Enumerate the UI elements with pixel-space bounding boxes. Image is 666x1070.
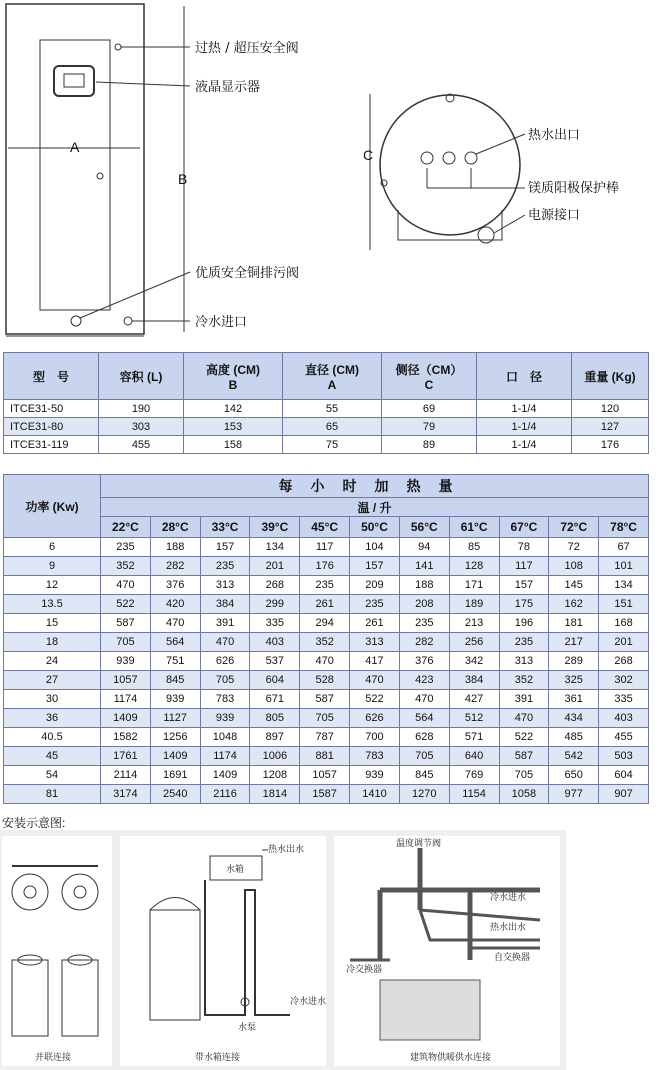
- heat-value-cell: 1256: [150, 728, 200, 747]
- label-cold-in2: 冷水进水: [490, 893, 527, 903]
- heat-value-cell: 171: [449, 576, 499, 595]
- heat-value-cell: 72: [549, 538, 599, 557]
- heat-value-cell: 313: [350, 633, 400, 652]
- heat-value-cell: 168: [599, 614, 649, 633]
- heat-value-cell: 282: [399, 633, 449, 652]
- power-cell: 81: [4, 785, 101, 804]
- heat-value-cell: 209: [350, 576, 400, 595]
- power-cell: 54: [4, 766, 101, 785]
- heat-value-cell: 845: [150, 671, 200, 690]
- label-pump: 水泵: [238, 1023, 257, 1033]
- heat-value-cell: 977: [549, 785, 599, 804]
- table-row: [4, 576, 649, 595]
- heat-value-cell: 1057: [300, 766, 350, 785]
- label-power: 电源接口: [528, 208, 581, 223]
- heating-title: 每小时加热量: [101, 475, 649, 498]
- heat-value-cell: 564: [399, 709, 449, 728]
- spec-header-row: [4, 353, 649, 400]
- heat-value-cell: 261: [300, 595, 350, 614]
- power-cell: 18: [4, 633, 101, 652]
- label-cold-in: 冷水进水: [290, 997, 327, 1007]
- table-row: [4, 538, 649, 557]
- label-hx-right: 自交换器: [494, 953, 531, 963]
- heat-value-cell: 235: [300, 576, 350, 595]
- label-drain-valve: 优质安全铜排污阀: [195, 266, 300, 281]
- unit-header: 温 / 升: [101, 498, 649, 517]
- heat-value-cell: 1006: [250, 747, 300, 766]
- power-cell: 12: [4, 576, 101, 595]
- table-row: [4, 785, 649, 804]
- heat-value-cell: 805: [250, 709, 300, 728]
- heat-value-cell: 117: [300, 538, 350, 557]
- heat-value-cell: 470: [200, 633, 250, 652]
- heat-value-cell: 537: [250, 652, 300, 671]
- heat-value-cell: 117: [499, 557, 549, 576]
- heat-value-cell: 261: [350, 614, 400, 633]
- heater-diagram: [0, 0, 666, 350]
- heat-value-cell: 420: [150, 595, 200, 614]
- heat-value-cell: 512: [449, 709, 499, 728]
- heat-value-cell: 628: [399, 728, 449, 747]
- install-diagrams: [0, 830, 566, 1070]
- label-hx-left: 冷交换器: [346, 965, 383, 975]
- temp-header: 39°C: [250, 517, 300, 538]
- heat-value-cell: 1048: [200, 728, 250, 747]
- heat-value-cell: 522: [350, 690, 400, 709]
- table-row: [4, 614, 649, 633]
- heat-value-cell: 587: [499, 747, 549, 766]
- label-temp-valve: 温度调节阀: [396, 839, 442, 849]
- label-tank: 水箱: [226, 865, 245, 875]
- heat-value-cell: 78: [499, 538, 549, 557]
- lcd-display: [54, 66, 94, 96]
- heat-value-cell: 640: [449, 747, 499, 766]
- heat-value-cell: 361: [549, 690, 599, 709]
- install-panel: [0, 830, 566, 1070]
- heat-value-cell: 1409: [150, 747, 200, 766]
- heat-value-cell: 881: [300, 747, 350, 766]
- heat-value-cell: 1208: [250, 766, 300, 785]
- heat-value-cell: 201: [250, 557, 300, 576]
- label-anode: 镁质阳极保护棒: [528, 181, 620, 196]
- heat-value-cell: 939: [350, 766, 400, 785]
- heat-value-cell: 2540: [150, 785, 200, 804]
- heat-value-cell: 604: [599, 766, 649, 785]
- heat-value-cell: 282: [150, 557, 200, 576]
- heat-value-cell: 604: [250, 671, 300, 690]
- heat-value-cell: 134: [599, 576, 649, 595]
- heat-value-cell: 188: [150, 538, 200, 557]
- dim-c-label: C: [363, 147, 374, 163]
- heat-value-cell: 335: [250, 614, 300, 633]
- heat-value-cell: 1409: [101, 709, 151, 728]
- heat-value-cell: 587: [101, 614, 151, 633]
- heater-body: [6, 4, 144, 334]
- heat-value-cell: 939: [200, 709, 250, 728]
- heat-value-cell: 417: [350, 652, 400, 671]
- temp-header: 72°C: [549, 517, 599, 538]
- table-row: [4, 671, 649, 690]
- heat-value-cell: 189: [449, 595, 499, 614]
- power-cell: 30: [4, 690, 101, 709]
- heat-value-cell: 289: [549, 652, 599, 671]
- heat-value-cell: 897: [250, 728, 300, 747]
- heat-value-cell: 455: [599, 728, 649, 747]
- heat-value-cell: 376: [150, 576, 200, 595]
- heat-value-cell: 751: [150, 652, 200, 671]
- heat-value-cell: 268: [250, 576, 300, 595]
- table-row: [4, 709, 649, 728]
- table-row: [4, 557, 649, 576]
- heat-value-cell: 201: [599, 633, 649, 652]
- power-port-icon: [478, 227, 494, 243]
- heat-value-cell: 3174: [101, 785, 151, 804]
- heat-value-cell: 783: [200, 690, 250, 709]
- heat-value-cell: 907: [599, 785, 649, 804]
- table-row: [4, 690, 649, 709]
- table-row: ITCE31-119 455 158 75 89 1-1/4 176: [4, 436, 649, 454]
- caption-building: 建筑物供暖供水连接: [410, 1053, 492, 1063]
- heat-value-cell: 1691: [150, 766, 200, 785]
- heat-value-cell: 503: [599, 747, 649, 766]
- heat-value-cell: 542: [549, 747, 599, 766]
- label-lcd: 液晶显示器: [195, 80, 261, 95]
- heat-value-cell: 571: [449, 728, 499, 747]
- heat-value-cell: 1127: [150, 709, 200, 728]
- heat-value-cell: 1410: [350, 785, 400, 804]
- heat-value-cell: 391: [200, 614, 250, 633]
- heat-value-cell: 302: [599, 671, 649, 690]
- heat-value-cell: 134: [250, 538, 300, 557]
- temperature-header-row: [4, 517, 649, 538]
- heat-value-cell: 157: [200, 538, 250, 557]
- heat-value-cell: 671: [250, 690, 300, 709]
- temp-header: 45°C: [300, 517, 350, 538]
- heat-value-cell: 208: [399, 595, 449, 614]
- table-row: [4, 747, 649, 766]
- temp-header: 67°C: [499, 517, 549, 538]
- heat-value-cell: 522: [499, 728, 549, 747]
- heat-value-cell: 145: [549, 576, 599, 595]
- temp-header: 28°C: [150, 517, 200, 538]
- heat-value-cell: 67: [599, 538, 649, 557]
- heat-value-cell: 313: [499, 652, 549, 671]
- spec-header: 容积 (L): [99, 353, 184, 400]
- heat-value-cell: 235: [399, 614, 449, 633]
- spec-header: 型 号: [4, 353, 99, 400]
- heat-value-cell: 1057: [101, 671, 151, 690]
- label-hot-outlet: 热水出口: [528, 128, 581, 143]
- spec-table: [3, 352, 649, 454]
- heat-value-cell: 181: [549, 614, 599, 633]
- heat-value-cell: 787: [300, 728, 350, 747]
- spec-header: 口 径: [477, 353, 572, 400]
- heat-value-cell: 845: [399, 766, 449, 785]
- spec-header: 侧径（CM） C: [382, 353, 477, 400]
- heat-value-cell: 1174: [200, 747, 250, 766]
- heat-value-cell: 1761: [101, 747, 151, 766]
- heat-value-cell: 2114: [101, 766, 151, 785]
- table-row: [4, 595, 649, 614]
- power-cell: 15: [4, 614, 101, 633]
- heat-value-cell: 196: [499, 614, 549, 633]
- heat-value-cell: 313: [200, 576, 250, 595]
- heat-value-cell: 294: [300, 614, 350, 633]
- heat-value-cell: 626: [200, 652, 250, 671]
- table-row: ITCE31-50 190 142 55 69 1-1/4 120: [4, 400, 649, 418]
- install-title: 安装示意图:: [2, 816, 66, 830]
- heat-value-cell: 522: [101, 595, 151, 614]
- heat-value-cell: 325: [549, 671, 599, 690]
- heat-value-cell: 470: [350, 671, 400, 690]
- heat-value-cell: 1587: [300, 785, 350, 804]
- heat-value-cell: 705: [300, 709, 350, 728]
- label-relief-valve: 过热 / 超压安全阀: [195, 41, 299, 56]
- heat-value-cell: 587: [300, 690, 350, 709]
- heat-value-cell: 403: [250, 633, 300, 652]
- heat-value-cell: 1582: [101, 728, 151, 747]
- heat-value-cell: 470: [101, 576, 151, 595]
- heat-value-cell: 151: [599, 595, 649, 614]
- heat-value-cell: 376: [399, 652, 449, 671]
- caption-tank: 带水箱连接: [195, 1053, 241, 1063]
- table-row: ITCE31-80 303 153 65 79 1-1/4 127: [4, 418, 649, 436]
- heat-value-cell: 1058: [499, 785, 549, 804]
- heat-value-cell: 705: [200, 671, 250, 690]
- heating-table: [3, 474, 649, 804]
- heat-value-cell: 268: [599, 652, 649, 671]
- heat-value-cell: 213: [449, 614, 499, 633]
- heat-value-cell: 352: [300, 633, 350, 652]
- heat-value-cell: 352: [499, 671, 549, 690]
- heat-value-cell: 94: [399, 538, 449, 557]
- power-cell: 6: [4, 538, 101, 557]
- heat-value-cell: 217: [549, 633, 599, 652]
- heat-value-cell: 108: [549, 557, 599, 576]
- temp-header: 78°C: [599, 517, 649, 538]
- label-hot-out-top: 热水出水: [268, 845, 305, 855]
- label-cold-inlet: 冷水进口: [195, 315, 248, 330]
- power-cell: 9: [4, 557, 101, 576]
- heat-value-cell: 939: [101, 652, 151, 671]
- power-cell: 13.5: [4, 595, 101, 614]
- heat-value-cell: 403: [599, 709, 649, 728]
- heat-value-cell: 1270: [399, 785, 449, 804]
- heat-value-cell: 299: [250, 595, 300, 614]
- heat-value-cell: 470: [300, 652, 350, 671]
- heat-value-cell: 256: [449, 633, 499, 652]
- heat-value-cell: 783: [350, 747, 400, 766]
- heat-value-cell: 176: [300, 557, 350, 576]
- table-row: [4, 652, 649, 671]
- table-row: [4, 728, 649, 747]
- heat-value-cell: 470: [399, 690, 449, 709]
- heat-value-cell: 104: [350, 538, 400, 557]
- spec-header: 重量 (Kg): [572, 353, 649, 400]
- heat-value-cell: 128: [449, 557, 499, 576]
- heat-value-cell: 235: [499, 633, 549, 652]
- heat-value-cell: 1174: [101, 690, 151, 709]
- heat-value-cell: 1814: [250, 785, 300, 804]
- temp-header: 56°C: [399, 517, 449, 538]
- heat-value-cell: 423: [399, 671, 449, 690]
- heat-value-cell: 157: [350, 557, 400, 576]
- table-row: [4, 633, 649, 652]
- heat-value-cell: 391: [499, 690, 549, 709]
- heat-value-cell: 235: [200, 557, 250, 576]
- heat-value-cell: 769: [449, 766, 499, 785]
- heat-value-cell: 705: [499, 766, 549, 785]
- heat-value-cell: 564: [150, 633, 200, 652]
- temp-header: 22°C: [101, 517, 151, 538]
- power-cell: 40.5: [4, 728, 101, 747]
- heat-value-cell: 705: [101, 633, 151, 652]
- dim-a-label: A: [70, 139, 80, 155]
- spec-header: 高度 (CM) B: [184, 353, 283, 400]
- heat-value-cell: 470: [499, 709, 549, 728]
- power-cell: 36: [4, 709, 101, 728]
- heat-value-cell: 175: [499, 595, 549, 614]
- top-view-circle: [380, 95, 520, 235]
- caption-parallel: 并联连接: [35, 1053, 72, 1063]
- heat-value-cell: 939: [150, 690, 200, 709]
- heat-value-cell: 700: [350, 728, 400, 747]
- heat-value-cell: 1409: [200, 766, 250, 785]
- heat-value-cell: 162: [549, 595, 599, 614]
- heat-value-cell: 141: [399, 557, 449, 576]
- heat-value-cell: 626: [350, 709, 400, 728]
- heat-value-cell: 85: [449, 538, 499, 557]
- heat-value-cell: 528: [300, 671, 350, 690]
- heat-value-cell: 650: [549, 766, 599, 785]
- power-header: 功率 (Kw): [4, 475, 101, 538]
- heat-value-cell: 485: [549, 728, 599, 747]
- spec-header: 直径 (CM) A: [283, 353, 382, 400]
- temp-header: 61°C: [449, 517, 499, 538]
- heat-value-cell: 2116: [200, 785, 250, 804]
- heat-value-cell: 157: [499, 576, 549, 595]
- heat-value-cell: 335: [599, 690, 649, 709]
- heat-value-cell: 342: [449, 652, 499, 671]
- heat-value-cell: 188: [399, 576, 449, 595]
- power-cell: 27: [4, 671, 101, 690]
- heat-value-cell: 470: [150, 614, 200, 633]
- install-panel-parallel: [2, 836, 112, 1066]
- heat-value-cell: 384: [449, 671, 499, 690]
- heat-value-cell: 427: [449, 690, 499, 709]
- power-cell: 45: [4, 747, 101, 766]
- table-row: [4, 766, 649, 785]
- heat-value-cell: 434: [549, 709, 599, 728]
- temp-header: 33°C: [200, 517, 250, 538]
- heat-value-cell: 1154: [449, 785, 499, 804]
- power-cell: 24: [4, 652, 101, 671]
- heat-value-cell: 235: [350, 595, 400, 614]
- heat-value-cell: 101: [599, 557, 649, 576]
- heat-value-cell: 235: [101, 538, 151, 557]
- heat-value-cell: 384: [200, 595, 250, 614]
- label-hot-out2: 热水出水: [490, 923, 527, 933]
- heat-value-cell: 352: [101, 557, 151, 576]
- heat-value-cell: 705: [399, 747, 449, 766]
- temp-header: 50°C: [350, 517, 400, 538]
- dim-b-label: B: [178, 171, 188, 187]
